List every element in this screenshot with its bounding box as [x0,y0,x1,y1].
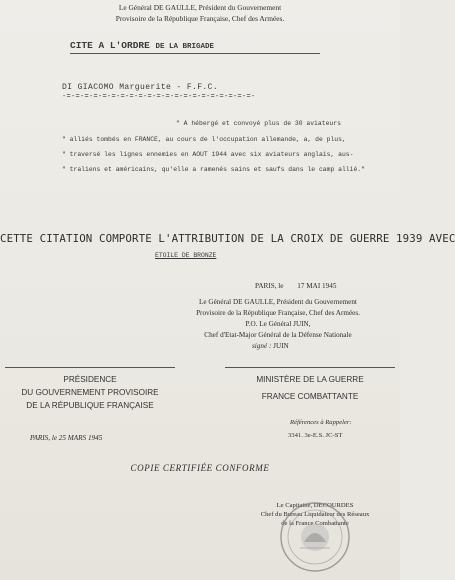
citation-text-line-3: " traversé les lignes ennemies en AOUT 1944 avec six aviateurs anglais, aus- [62,151,354,158]
captain-line-2: Chef du Bureau Liquidateur des Réseaux [260,511,370,518]
official-seal-stamp [278,500,352,574]
citation-title-suffix: DE LA BRIGADE [155,43,215,51]
citation-text-line-4: " traliens et américains, qu'elle a ramenés sains et saufs dans le camp allié." [62,166,365,173]
captain-line-1: Le Capitaine, DECOURDES [276,502,354,509]
croix-de-guerre-attribution: CETTE CITATION COMPORTE L'ATTRIBUTION DE LA CROIX DE GUERRE 1939 AVEC [0,232,455,245]
signature-line-2: Provisoire de la République Française, Chef des Armées. [196,309,360,317]
signature-place-date [255,282,336,290]
copie-certifiee: COPIE CERTIFIÉE CONFORME [130,463,270,473]
signed-label: signé : [252,342,272,350]
header-line-2: Provisoire de la République Française, Chef des Armées. [115,14,285,23]
signature-line-1: Le Général DE GAULLE, Président du Gouvernement [199,298,357,306]
citation-text-line-1: " A hébergé et convoyé plus de 30 aviateurs [176,120,341,127]
citation-text-line-2: " alliés tombés en FRANCE, au cours de l'occupation allemande, a, de plus, [62,136,346,143]
citation-title-main: CITE A L'ORDRE [70,40,150,51]
right-box-line-2: FRANCE COMBATTANTE [261,392,359,401]
reference-label: Références à Rappeler: [290,419,352,426]
reference-value: 3341. 3e-E.S. JC-ST [288,432,343,439]
right-box-line-1: MINISTÈRE DE LA GUERRE [256,375,364,384]
citation-title-rule [70,53,320,54]
left-box-line-2: DU GOUVERNEMENT PROVISOIRE [21,388,159,397]
signature-place: PARIS, le [255,282,284,290]
right-box-rule [225,367,395,368]
etoile-de-bronze: ETOILE DE BRONZE [155,252,217,259]
captain-line-3: de la France Combattante [281,520,349,527]
signature-line-3: P.O. Le Général JUIN, [245,320,311,328]
signed-by [252,342,289,350]
header-line-1: Le Général DE GAULLE, Président du Gouvernement [118,3,282,12]
left-box-date: PARIS, le 25 MARS 1945 [30,434,103,442]
signature-line-4: Chef d'Etat-Major Général de la Défense Nationale [204,331,352,339]
signed-name: JUIN [273,342,289,350]
left-box-rule [5,367,175,368]
citation-title [70,40,214,51]
left-box-line-1: PRÉSIDENCE [63,375,117,384]
left-box-line-3: DE LA RÉPUBLIQUE FRANÇAISE [26,401,154,410]
signature-date: 17 MAI 1945 [297,282,337,290]
recipient-name: DI GIACOMO Marguerite - F.F.C. [62,83,219,92]
recipient-name-underline: -=-=-=-=-=-=-=-=-=-=-=-=-=-=-=-=-=-=-=-=-=- [62,93,256,101]
